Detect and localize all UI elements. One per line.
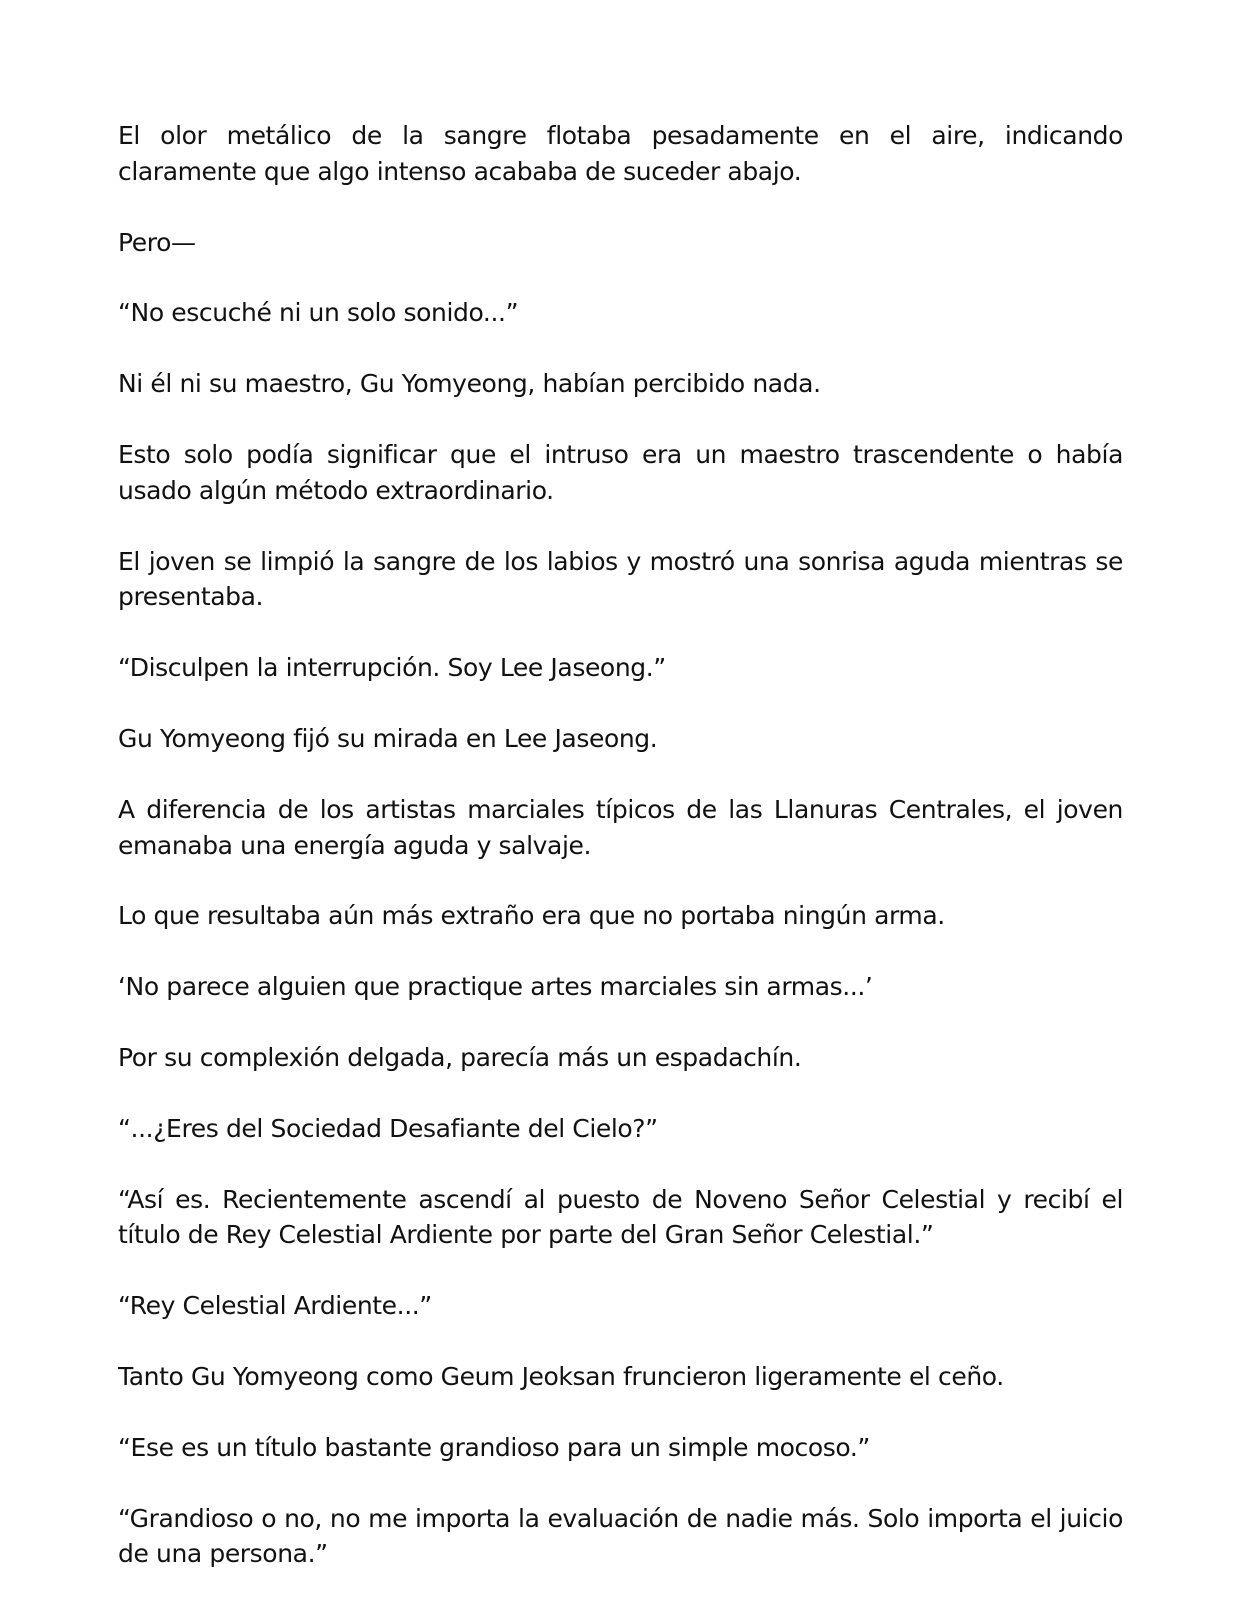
paragraph: Tanto Gu Yomyeong como Geum Jeoksan fruncieron ligeramente el ceño. [118,1361,1004,1391]
paragraph: “...¿Eres del Sociedad Desafiante del Cielo?” [118,1113,658,1143]
paragraph: “No escuché ni un solo sonido...” [118,298,519,328]
paragraph: A diferencia de los artistas marciales típicos de las Llanuras Centrales, el joven emanaba una energía aguda y salvaje. [118,794,1123,860]
paragraph: “Así es. Recientemente ascendí al puesto de Noveno Señor Celestial y recibí el título de Rey Celestial Ardiente por parte del Gran Señor Celestial.” [118,1184,1123,1250]
paragraph: Gu Yomyeong fijó su mirada en Lee Jaseong. [118,723,658,753]
paragraph: Por su complexión delgada, parecía más un espadachín. [118,1042,802,1072]
paragraph: Lo que resultaba aún más extraño era que no portaba ningún arma. [118,901,945,931]
paragraph: “Disculpen la interrupción. Soy Lee Jaseong.” [118,653,666,683]
paragraph: “Grandioso o no, no me importa la evaluación de nadie más. Solo importa el juicio de una persona.” [118,1503,1123,1569]
paragraph: Pero— [118,227,196,257]
paragraph: “Ese es un título bastante grandioso para un simple mocoso.” [118,1432,870,1462]
paragraph: ‘No parece alguien que practique artes marciales sin armas...’ [118,972,873,1002]
paragraph: El olor metálico de la sangre flotaba pesadamente en el aire, indicando claramente que algo intenso acababa de suceder abajo. [118,121,1123,186]
document-body [118,118,1123,1607]
paragraph: El joven se limpió la sangre de los labios y mostró una sonrisa aguda mientras se presentaba. [118,546,1123,612]
paragraph: “Rey Celestial Ardiente...” [118,1291,432,1321]
paragraph: Esto solo podía significar que el intruso era un maestro trascendente o había usado algún método extraordinario. [118,439,1123,505]
paragraph: Ni él ni su maestro, Gu Yomyeong, habían percibido nada. [118,369,821,399]
